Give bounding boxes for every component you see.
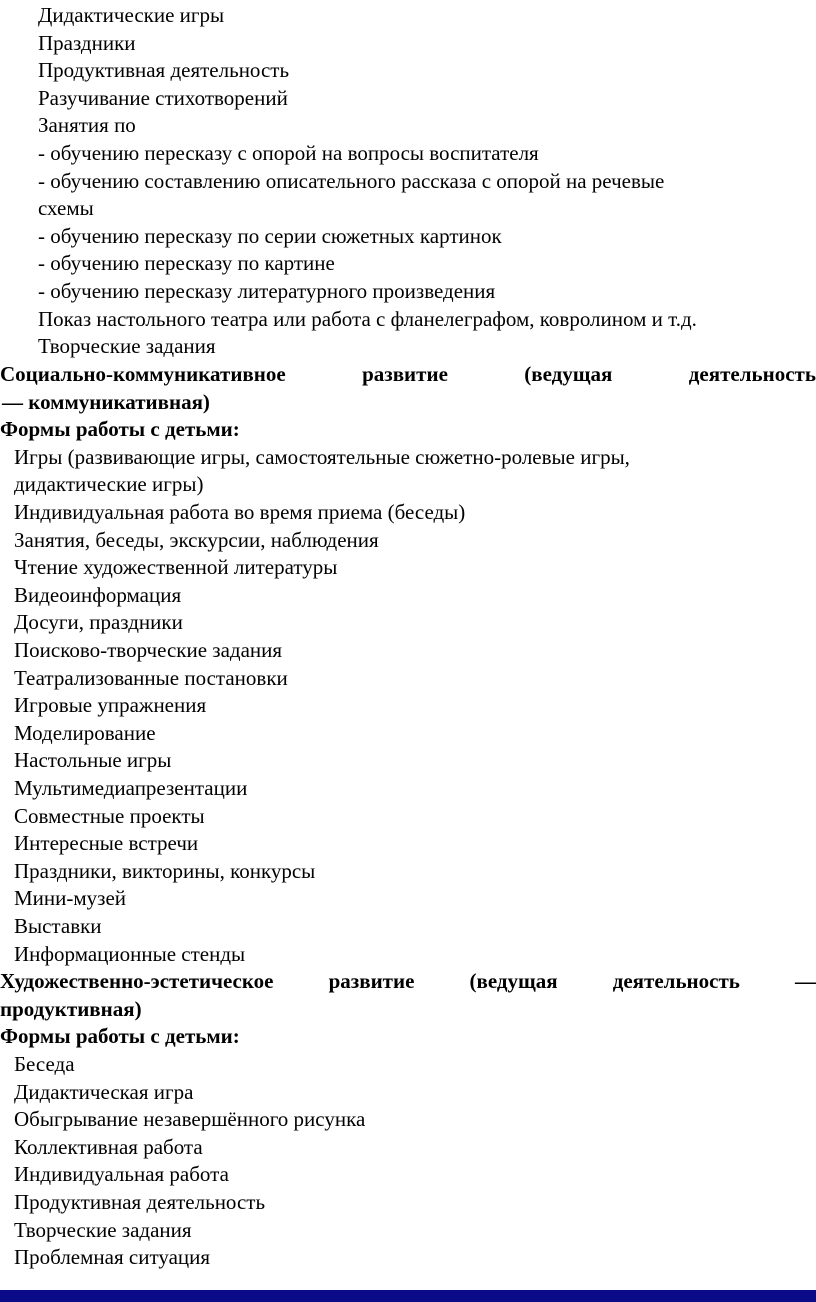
list-item: Проблемная ситуация	[14, 1245, 211, 1269]
list-item: - обучению составлению описательного рассказа с опорой на речевые	[38, 169, 665, 193]
forms-title-art: Формы работы с детьми:	[0, 1024, 240, 1048]
list-item: Мультимедиапрезентации	[14, 776, 248, 800]
list-item: - обучению пересказу с опорой на вопросы воспитателя	[38, 141, 539, 165]
heading-word: —	[795, 969, 816, 993]
list-item: дидактические игры)	[14, 472, 204, 496]
heading-word: Социально-коммуникативное	[0, 362, 286, 386]
list-item: Игровые упражнения	[14, 693, 207, 717]
list-item: Дидактические игры	[38, 3, 225, 27]
list-item: Досуги, праздники	[14, 610, 183, 634]
list-item: Разучивание стихотворений	[38, 86, 288, 110]
heading-word: (ведущая	[469, 969, 558, 993]
list-item: Видеоинформация	[14, 583, 182, 607]
list-item: - обучению пересказу литературного произведения	[38, 279, 496, 303]
list-item: Обыгрывание незавершённого рисунка	[14, 1107, 366, 1131]
list-item: Информационные стенды	[14, 942, 246, 966]
section-heading-social-line2: — коммуникативная)	[2, 390, 210, 414]
list-item: Совместные проекты	[14, 804, 205, 828]
list-item: схемы	[38, 196, 94, 220]
list-item: Коллективная работа	[14, 1135, 203, 1159]
heading-word: развитие	[362, 362, 448, 386]
heading-word: деятельность	[612, 969, 740, 993]
list-item: Творческие задания	[38, 334, 216, 358]
section-heading-art-line2: продуктивная)	[0, 997, 142, 1021]
list-item: Настольные игры	[14, 748, 172, 772]
list-item: Выставки	[14, 914, 102, 938]
list-item: Продуктивная деятельность	[38, 58, 290, 82]
section-heading-social	[0, 361, 816, 388]
list-item: Праздники	[38, 31, 136, 55]
list-item: Занятия, беседы, экскурсии, наблюдения	[14, 528, 379, 552]
section-heading-art	[0, 968, 816, 995]
list-item: Творческие задания	[14, 1218, 192, 1242]
list-item: Индивидуальная работа во время приема (беседы)	[14, 500, 466, 524]
list-item: Моделирование	[14, 721, 156, 745]
list-item: Игры (развивающие игры, самостоятельные сюжетно-ролевые игры,	[14, 445, 630, 469]
list-item: - обучению пересказу по картине	[38, 251, 335, 275]
list-item: Индивидуальная работа	[14, 1162, 229, 1186]
list-item: - обучению пересказу по серии сюжетных картинок	[38, 224, 502, 248]
list-item: Дидактическая игра	[14, 1080, 194, 1104]
list-item: Мини-музей	[14, 886, 127, 910]
list-item: Занятия по	[38, 113, 136, 137]
list-item: Интересные встречи	[14, 831, 199, 855]
page-bottom-bar	[0, 1290, 816, 1302]
heading-word: деятельность	[688, 362, 816, 386]
list-item: Театрализованные постановки	[14, 666, 288, 690]
list-item: Беседа	[14, 1052, 75, 1076]
list-item: Продуктивная деятельность	[14, 1190, 266, 1214]
heading-word: (ведущая	[524, 362, 613, 386]
list-item: Поисково-творческие задания	[14, 638, 283, 662]
list-item: Показ настольного театра или работа с фланелеграфом, ковролином и т.д.	[38, 307, 697, 331]
list-item: Чтение художественной литературы	[14, 555, 338, 579]
list-item: Праздники, викторины, конкурсы	[14, 859, 316, 883]
forms-title-social: Формы работы с детьми:	[0, 417, 240, 441]
heading-word: развитие	[328, 969, 415, 993]
heading-word: Художественно-эстетическое	[0, 969, 274, 993]
